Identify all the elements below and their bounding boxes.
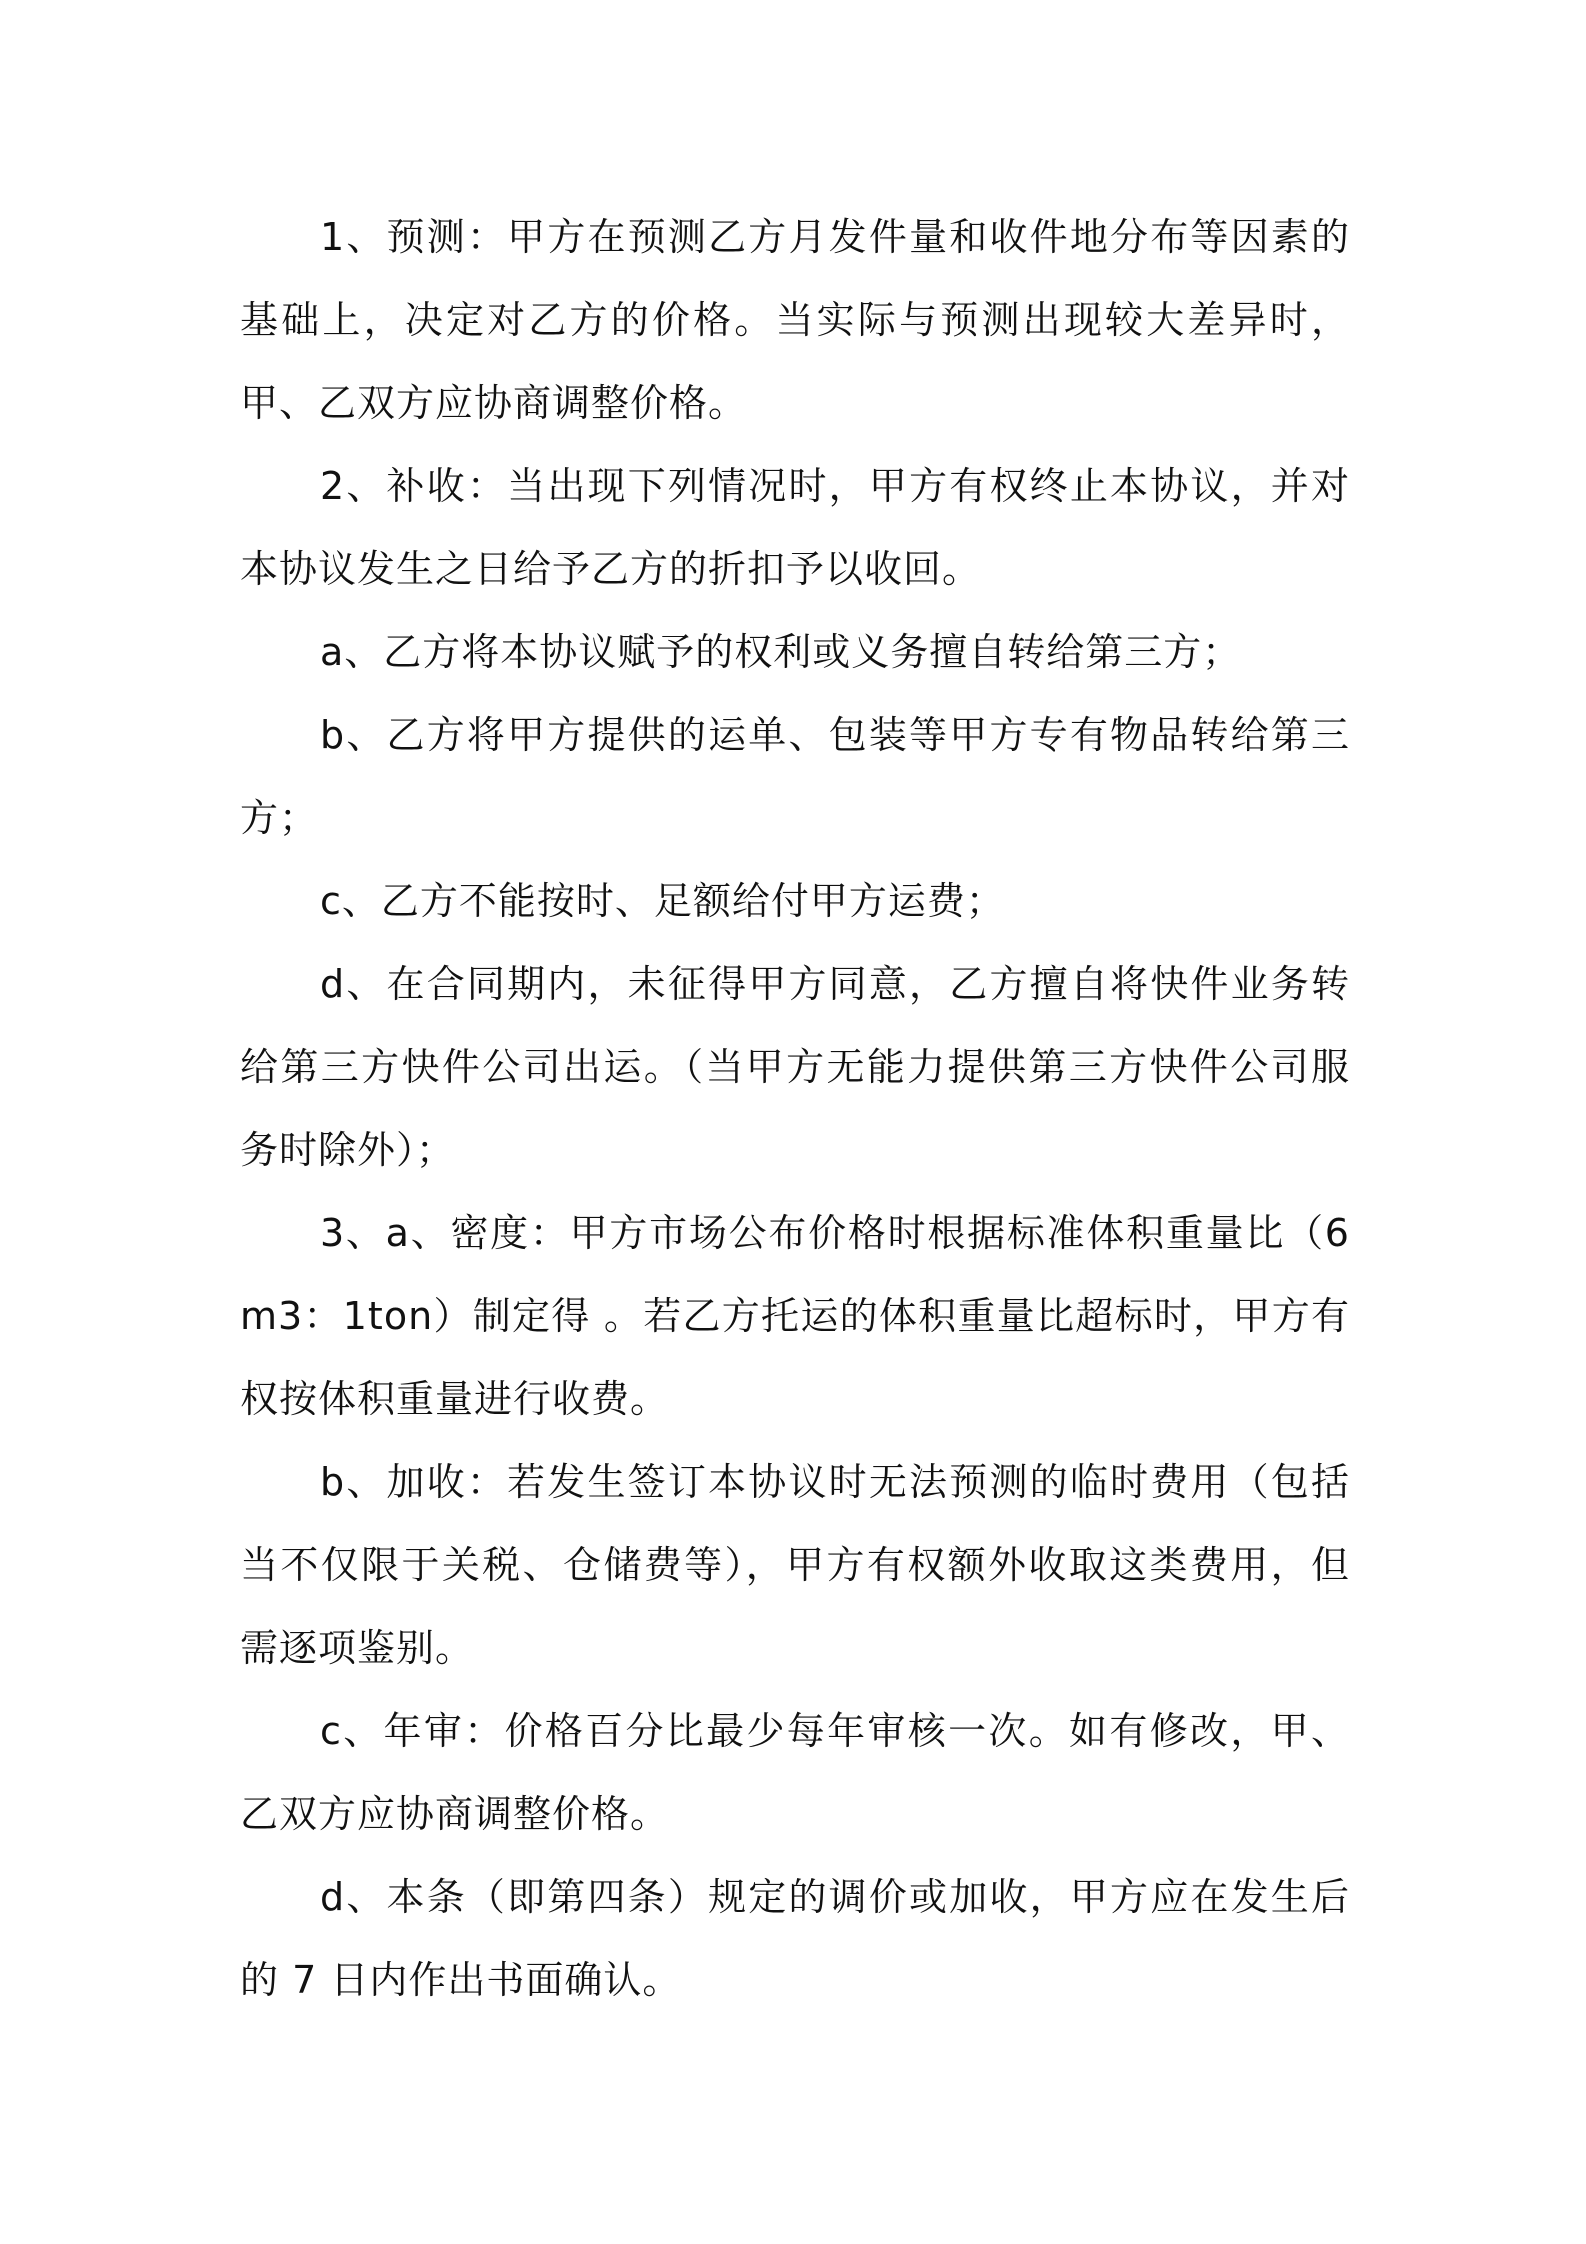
paragraph-forecast: 1、预测：甲方在预测乙方月发件量和收件地分布等因素的基础上，决定对乙方的价格。当实际与预测出现较大差异时，甲、乙双方应协商调整价格。 — [240, 215, 1350, 425]
paragraph-density: 3、a、密度：甲方市场公布价格时根据标准体积重量比（6m3：1ton）制定得 。若乙方托运的体积重量比超标时，甲方有权按体积重量进行收费。 — [240, 1211, 1350, 1421]
paragraph-written-confirmation: d、本条（即第四条）规定的调价或加收，甲方应在发生后的 7 日内作出书面确认。 — [240, 1875, 1350, 2002]
paragraph-item-a: a、乙方将本协议赋予的权利或义务擅自转给第三方； — [320, 630, 1242, 674]
paragraph-item-b: b、乙方将甲方提供的运单、包装等甲方专有物品转给第三方； — [240, 713, 1350, 840]
paragraph-item-d: d、在合同期内，未征得甲方同意，乙方擅自将快件业务转给第三方快件公司出运。（当甲方无能力提供第三方快件公司服务时除外）； — [240, 962, 1350, 1172]
paragraph-item-c: c、乙方不能按时、足额给付甲方运费； — [320, 879, 1005, 923]
paragraph-supplementary-charge: 2、补收：当出现下列情况时，甲方有权终止本协议，并对本协议发生之日给予乙方的折扣予以收回。 — [240, 464, 1350, 591]
paragraph-annual-review: c、年审：价格百分比最少每年审核一次。如有修改，甲、乙双方应协商调整价格。 — [240, 1709, 1350, 1836]
document-body — [240, 196, 1350, 2022]
paragraph-surcharge: b、加收：若发生签订本协议时无法预测的临时费用（包括当不仅限于关税、仓储费等），甲方有权额外收取这类费用，但需逐项鉴别。 — [240, 1460, 1350, 1670]
